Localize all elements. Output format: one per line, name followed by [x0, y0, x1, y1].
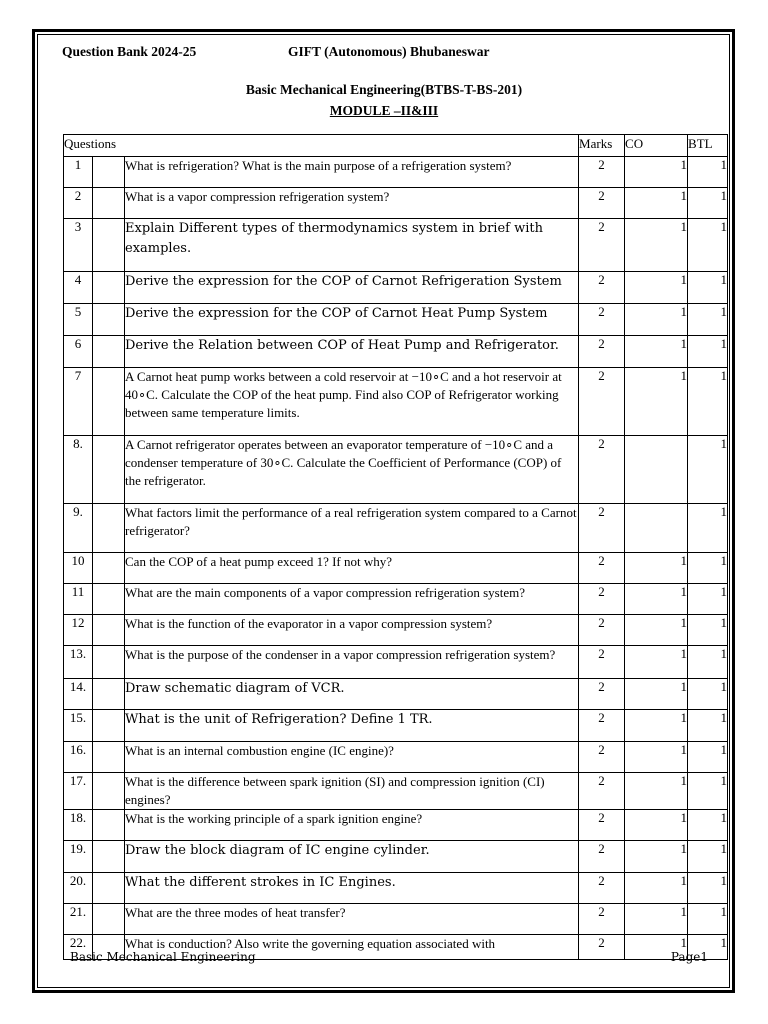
blank-cell: [93, 710, 125, 742]
co-value: 1: [625, 553, 688, 584]
blank-cell: [93, 504, 125, 553]
question-table: [63, 134, 728, 960]
marks-value: 2: [579, 904, 625, 935]
table-row: [64, 810, 728, 841]
marks-value: 2: [579, 773, 625, 810]
table-row: [64, 710, 728, 742]
co-value: 1: [625, 810, 688, 841]
btl-value: 1: [688, 504, 728, 553]
marks-value: 2: [579, 188, 625, 219]
question-text: What is conduction? Also write the governing equation associated with: [125, 935, 579, 960]
question-rows: [64, 157, 728, 960]
marks-header: Marks: [579, 135, 625, 157]
table-row: [64, 436, 728, 504]
marks-value: 2: [579, 336, 625, 368]
blank-cell: [93, 742, 125, 773]
question-text: Draw the block diagram of IC engine cylinder.: [125, 841, 579, 873]
question-text: What is the unit of Refrigeration? Define 1 TR.: [125, 710, 579, 742]
question-number: 14.: [64, 679, 93, 710]
btl-value: 1: [688, 773, 728, 810]
question-bank-year: Question Bank 2024-25: [62, 44, 197, 59]
btl-value: 1: [688, 553, 728, 584]
marks-value: 2: [579, 935, 625, 960]
question-number: 17.: [64, 773, 93, 810]
btl-value: 1: [688, 584, 728, 615]
marks-value: 2: [579, 304, 625, 336]
co-value: 1: [625, 773, 688, 810]
btl-header: BTL: [688, 135, 728, 157]
co-value: [625, 504, 688, 553]
blank-cell: [93, 679, 125, 710]
table-header-row: [64, 135, 728, 157]
question-number: 20.: [64, 873, 93, 904]
co-value: 1: [625, 584, 688, 615]
footer-page-number: Page1: [670, 950, 708, 964]
marks-value: 2: [579, 646, 625, 679]
question-number: 12: [64, 615, 93, 646]
question-text: Can the COP of a heat pump exceed 1? If not why?: [125, 553, 579, 584]
marks-value: 2: [579, 615, 625, 646]
table-row: [64, 304, 728, 336]
question-text: Derive the expression for the COP of Carnot Heat Pump System: [125, 304, 579, 336]
blank-cell: [93, 219, 125, 272]
co-value: 1: [625, 368, 688, 436]
btl-value: 1: [688, 646, 728, 679]
question-number: 19.: [64, 841, 93, 873]
questions-header: Questions: [64, 135, 579, 157]
blank-cell: [93, 773, 125, 810]
table-row: [64, 873, 728, 904]
marks-value: 2: [579, 679, 625, 710]
btl-value: 1: [688, 615, 728, 646]
btl-value: 1: [688, 368, 728, 436]
blank-cell: [93, 157, 125, 188]
question-number: 9.: [64, 504, 93, 553]
co-value: 1: [625, 904, 688, 935]
question-text: What is refrigeration? What is the main purpose of a refrigeration system?: [125, 157, 579, 188]
question-number: 6: [64, 336, 93, 368]
co-value: 1: [625, 935, 688, 960]
question-number: 10: [64, 553, 93, 584]
question-text: What are the main components of a vapor compression refrigeration system?: [125, 584, 579, 615]
question-number: 4: [64, 272, 93, 304]
question-number: 16.: [64, 742, 93, 773]
btl-value: 1: [688, 904, 728, 935]
question-text: What is the function of the evaporator in a vapor compression system?: [125, 615, 579, 646]
blank-cell: [93, 615, 125, 646]
blank-cell: [93, 188, 125, 219]
question-text: What the different strokes in IC Engines.: [125, 873, 579, 904]
marks-value: 2: [579, 368, 625, 436]
question-text: What is an internal combustion engine (IC engine)?: [125, 742, 579, 773]
co-value: 1: [625, 336, 688, 368]
marks-value: 2: [579, 810, 625, 841]
question-text: Draw schematic diagram of VCR.: [125, 679, 579, 710]
table-row: [64, 742, 728, 773]
table-row: [64, 904, 728, 935]
marks-value: 2: [579, 873, 625, 904]
btl-value: 1: [688, 272, 728, 304]
question-text: What is the purpose of the condenser in a vapor compression refrigeration system?: [125, 646, 579, 679]
question-text: What is the working principle of a spark ignition engine?: [125, 810, 579, 841]
question-number: 7: [64, 368, 93, 436]
table-row: [64, 272, 728, 304]
course-title: Basic Mechanical Engineering(BTBS-T-BS-201): [245, 82, 523, 97]
co-value: 1: [625, 710, 688, 742]
table-row: [64, 504, 728, 553]
question-number: 5: [64, 304, 93, 336]
institute-name: GIFT (Autonomous) Bhubaneswar: [288, 44, 490, 59]
table-row: [64, 219, 728, 272]
question-number: 21.: [64, 904, 93, 935]
question-text: What factors limit the performance of a real refrigeration system compared to a Carnot refrigerator?: [125, 504, 579, 553]
blank-cell: [93, 904, 125, 935]
blank-cell: [93, 810, 125, 841]
marks-value: 2: [579, 742, 625, 773]
co-value: 1: [625, 646, 688, 679]
question-text: Derive the Relation between COP of Heat Pump and Refrigerator.: [125, 336, 579, 368]
table-row: [64, 336, 728, 368]
blank-cell: [93, 873, 125, 904]
co-header: CO: [625, 135, 688, 157]
footer-course-name: Basic Mechanical Engineering: [70, 950, 256, 964]
co-value: 1: [625, 219, 688, 272]
question-number: 2: [64, 188, 93, 219]
marks-value: 2: [579, 436, 625, 504]
btl-value: 1: [688, 188, 728, 219]
marks-value: 2: [579, 710, 625, 742]
btl-value: 1: [688, 873, 728, 904]
question-number: 11: [64, 584, 93, 615]
co-value: 1: [625, 304, 688, 336]
btl-value: 1: [688, 935, 728, 960]
table-row: [64, 368, 728, 436]
marks-value: 2: [579, 553, 625, 584]
table-row: [64, 157, 728, 188]
btl-value: 1: [688, 304, 728, 336]
question-number: 18.: [64, 810, 93, 841]
table-row: [64, 841, 728, 873]
table-row: [64, 553, 728, 584]
co-value: [625, 436, 688, 504]
btl-value: 1: [688, 157, 728, 188]
blank-cell: [93, 368, 125, 436]
marks-value: 2: [579, 841, 625, 873]
marks-value: 2: [579, 584, 625, 615]
blank-cell: [93, 436, 125, 504]
table-row: [64, 679, 728, 710]
blank-cell: [93, 841, 125, 873]
question-number: 3: [64, 219, 93, 272]
btl-value: 1: [688, 336, 728, 368]
table-row: [64, 584, 728, 615]
question-text: A Carnot refrigerator operates between an evaporator temperature of −10∘C and a condenser temperature of 30∘C. Calculate the Coefficient of Performance (COP) of the refrigerator.: [125, 436, 579, 504]
question-text: Derive the expression for the COP of Carnot Refrigeration System: [125, 272, 579, 304]
btl-value: 1: [688, 219, 728, 272]
btl-value: 1: [688, 742, 728, 773]
blank-cell: [93, 553, 125, 584]
co-value: 1: [625, 742, 688, 773]
btl-value: 1: [688, 841, 728, 873]
question-number: 15.: [64, 710, 93, 742]
question-number: 1: [64, 157, 93, 188]
blank-cell: [93, 584, 125, 615]
co-value: 1: [625, 873, 688, 904]
question-number: 13.: [64, 646, 93, 679]
co-value: 1: [625, 188, 688, 219]
table-row: [64, 773, 728, 810]
marks-value: 2: [579, 504, 625, 553]
marks-value: 2: [579, 272, 625, 304]
co-value: 1: [625, 679, 688, 710]
co-value: 1: [625, 841, 688, 873]
blank-cell: [93, 646, 125, 679]
co-value: 1: [625, 272, 688, 304]
question-text: What is a vapor compression refrigeration system?: [125, 188, 579, 219]
blank-cell: [93, 304, 125, 336]
btl-value: 1: [688, 810, 728, 841]
blank-cell: [93, 272, 125, 304]
table-row: [64, 188, 728, 219]
btl-value: 1: [688, 710, 728, 742]
co-value: 1: [625, 157, 688, 188]
btl-value: 1: [688, 436, 728, 504]
question-number: 8.: [64, 436, 93, 504]
module-title: MODULE –II&III: [329, 103, 439, 118]
table-row: [64, 615, 728, 646]
question-number: 22.: [64, 935, 93, 960]
question-text: Explain Different types of thermodynamics system in brief with examples.: [125, 219, 579, 272]
question-text: What are the three modes of heat transfer?: [125, 904, 579, 935]
table-row: [64, 646, 728, 679]
marks-value: 2: [579, 157, 625, 188]
question-text: What is the difference between spark ignition (SI) and compression ignition (CI) engines?: [125, 773, 579, 810]
marks-value: 2: [579, 219, 625, 272]
blank-cell: [93, 336, 125, 368]
question-text: A Carnot heat pump works between a cold reservoir at −10∘C and a hot reservoir at 40∘C. Calculate the COP of the heat pump. Find also COP of Refrigerator working between same temperature limits.: [125, 368, 579, 436]
co-value: 1: [625, 615, 688, 646]
btl-value: 1: [688, 679, 728, 710]
